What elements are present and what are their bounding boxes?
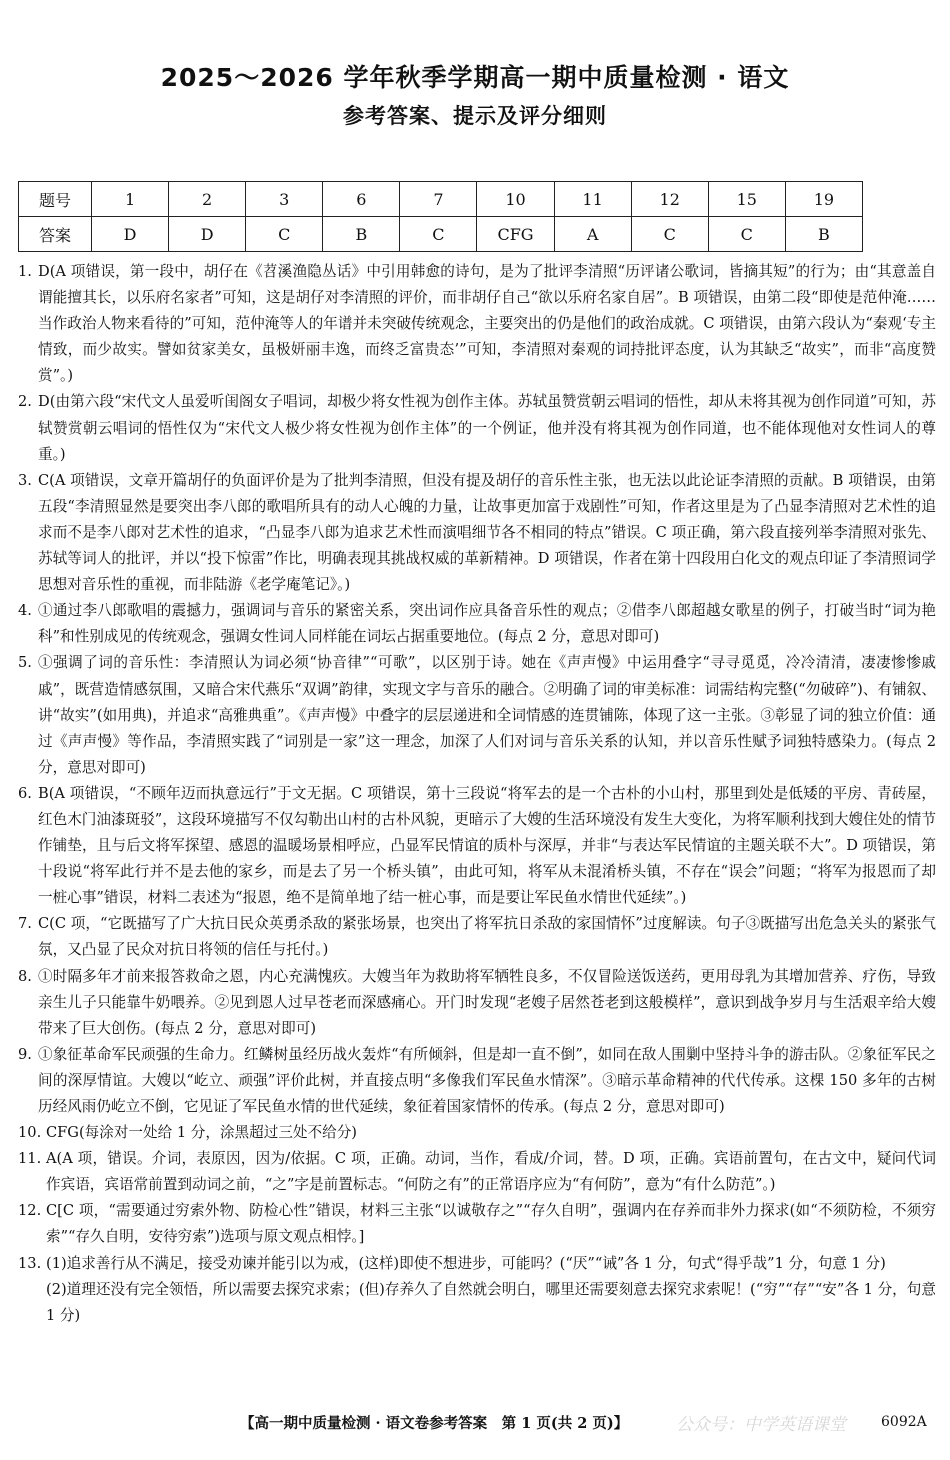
item-text: ①象征革命军民顽强的生命力。红鳞树虽经历战火轰炸“有所倾斜，但是却一直不倒”，如同在敌人围剿中坚持斗争的游击队。②象征军民之间的深厚情谊。大嫂以“屹立、顽强”评价此树，并直接点明“多像我们军民鱼水情深”。③暗示革命精神的代代传承。这棵 150 多年的古树历经风雨仍屹立不倒，它见证了军民鱼水情的世代延续，象征着国家情怀的传承。(每点 2 分，意思对即可) (38, 1045, 936, 1115)
answer-explanations (18, 259, 936, 1329)
question-number: 11 (554, 182, 631, 217)
answer-item-3 (18, 468, 936, 598)
answer-item-5 (18, 650, 936, 780)
footer-code: 6092A (881, 1414, 927, 1430)
question-number: 19 (785, 182, 862, 217)
footer-text: 【高一期中质量检测 · 语文卷参考答案 第 1 页(共 2 页)】 (240, 1415, 629, 1432)
item-number: 4. (18, 602, 32, 620)
item-number: 5. (18, 654, 32, 672)
item-number: 3. (18, 471, 32, 489)
answer-cell: CFG (477, 217, 554, 252)
question-number: 3 (246, 182, 323, 217)
answer-cell: C (631, 217, 708, 252)
answer-item-2 (18, 389, 936, 467)
item-text: B(A 项错误，“不顾年迈而执意远行”于文无据。C 项错误，第十三段说“将军去的是一个古朴的小山村，那里到处是低矮的平房、青砖屋，红色木门油漆斑驳”，这段环境描写不仅勾勒出山村的古朴风貌，更暗示了大嫂的生活环境没有发生大变化，为将军顺利找到大嫂住处的情节作铺垫，且与后文将军探望、感恩的温暖场景相呼应，凸显军民情谊的质朴与深厚，并非“与表达军民情谊的主题关联不大”。D 项错误，第十段说“将军此行并不是去他的家乡，而是去了另一个桥头镇”，由此可知，将军从未混淆桥头镇，不存在“误会”问题；“将军为报恩而了却一桩心事”错误，材料二表述为“报恩，绝不是简单地了结一桩心事，而是要让军民鱼水情世代延续”。) (38, 784, 936, 907)
item-text: C(C 项，“它既描写了广大抗日民众英勇杀敌的紧张场景，也突出了将军抗日杀敌的家国情怀”过度解读。句子③既描写出危急关头的紧张气氛，又凸显了民众对抗日将领的信任与托付。) (38, 915, 936, 959)
answer-cell: D (92, 217, 169, 252)
watermark: 公众号：中学英语课堂 (676, 1415, 846, 1435)
answer-row (19, 217, 863, 252)
answer-cell: C (708, 217, 785, 252)
item-number: 2. (18, 393, 32, 411)
item-text: C(A 项错误，文章开篇胡仔的负面评价是为了批判李清照，但没有提及胡仔的音乐性主张，也无法以此论证李清照的贡献。B 项错误，由第五段“李清照显然是要突出李八郎的歌唱所具有的动人心魄的力量，让故事更加富于戏剧性”可知，作者这里是为了凸显李清照对艺术性的追求而不是李八郎对艺术性的追求，“凸显李八郎为追求艺术性而演唱细节各不相同的特点”错误。C 项正确，第六段直接列举李清照对张先、苏轼等词人的批评，并以“投下惊雷”作比，明确表现其挑战权威的革新精神。D 项错误，作者在第十四段用白化文的观点印证了李清照词学思想对音乐性的重视，而非陆游《老学庵笔记》。) (38, 471, 936, 594)
answer-cell: C (400, 217, 477, 252)
answer-cell: B (323, 217, 400, 252)
question-number: 15 (708, 182, 785, 217)
item-number: 11. (18, 1150, 42, 1168)
question-number: 7 (400, 182, 477, 217)
item-number: 10. (18, 1124, 42, 1142)
answer-item-4 (18, 598, 936, 650)
answer-cell: C (246, 217, 323, 252)
page-title: 2025～2026 学年秋季学期高一期中质量检测 · 语文 (160, 63, 790, 92)
question-number: 1 (92, 182, 169, 217)
answer-item-8 (18, 964, 936, 1042)
item-text: ①强调了词的音乐性：李清照认为词必须“协音律”“可歌”，以区别于诗。她在《声声慢》中运用叠字“寻寻觅觅，冷冷清清，凄凄惨惨戚戚”，既营造情感氛围，又暗合宋代燕乐“双调”韵律，实现文字与音乐的融合。②明确了词的审美标准：词需结构完整(“勿破碎”)、有铺叙、讲“故实”(如用典)，并追求“高雅典重”。《声声慢》中叠字的层层递进和全词情感的连贯铺陈，体现了这一主张。③彰显了词的独立价值：通过《声声慢》等作品，李清照实践了“词别是一家”这一理念，加深了人们对词与音乐关系的认知，并以音乐性赋予词独特感染力。(每点 2 分，意思对即可) (38, 654, 936, 776)
answer-cell: B (785, 217, 862, 252)
item-text: ①通过李八郎歌唱的震撼力，强调词与音乐的紧密关系，突出词作应具备音乐性的观点；②借李八郎超越女歌星的例子，打破当时“词为艳科”和性别成见的传统观念，强调女性词人同样能在词坛占据重要地位。(每点 2 分，意思对即可) (38, 602, 936, 646)
item-number: 6. (18, 784, 32, 802)
answer-item-13 (18, 1251, 936, 1329)
answer-item-11 (18, 1146, 936, 1198)
item-number: 13. (18, 1254, 42, 1272)
answer-item-1 (18, 259, 936, 389)
item-text: A(A 项，错误。介词，表原因，因为/依据。C 项，正确。动词，当作，看成/介词，替。D 项，正确。宾语前置句，在古文中，疑问代词作宾语，宾语常前置到动词之前，“之”字是前置标志。“何防之有”的正常语序应为“有何防”，意为“有什么防范”。) (46, 1150, 936, 1194)
answer-item-6 (18, 781, 936, 911)
item-number: 7. (18, 915, 32, 933)
question-number: 6 (323, 182, 400, 217)
item-subanswer-1: (1)追求善行从不满足，接受劝谏并能引以为戒，(这样)即使不想进步，可能吗？(“厌”“诫”各 1 分，句式“得乎哉”1 分，句意 1 分) (46, 1254, 886, 1272)
row-label-answer: 答案 (19, 217, 92, 252)
answer-cell: A (554, 217, 631, 252)
item-text: D(A 项错误，第一段中，胡仔在《苕溪渔隐丛话》中引用韩愈的诗句，是为了批评李清照“历评诸公歌词，皆摘其短”的行为；由“其意盖自谓能擅其长，以乐府名家者”可知，这是胡仔对李清照的评价，而非胡仔自己“欲以乐府名家自居”。B 项错误，由第二段“即使是范仲淹……当作政治人物来看待的”可知，范仲淹等人的年谱并未突破传统观念，主要突出的仍是他们的政治成就。C 项错误，由第六段认为“秦观‘专主情致，而少故实。譬如贫家美女，虽极妍丽丰逸，而终乏富贵态’”可知，李清照对秦观的词持批评态度，认为其缺乏“故实”，而非“高度赞赏”。) (38, 263, 936, 385)
item-number: 1. (18, 263, 32, 280)
answer-table (18, 181, 863, 252)
question-number: 12 (631, 182, 708, 217)
item-text: CFG(每涂对一处给 1 分，涂黑超过三处不给分) (46, 1124, 357, 1142)
answer-cell: D (169, 217, 246, 252)
item-text: C[C 项，“需要通过穷索外物、防检心性”错误，材料三主张“以诚敬存之”“存久自明”，强调内在存养而非外力探求(如“不须防检，不须穷索”“存久自明，安待穷索”)选项与原文观点相悖。] (46, 1202, 936, 1246)
item-number: 12. (18, 1202, 42, 1220)
item-number: 9. (18, 1045, 32, 1063)
question-number: 10 (477, 182, 554, 217)
question-number: 2 (169, 182, 246, 217)
answer-item-10 (18, 1120, 936, 1146)
answer-item-12 (18, 1198, 936, 1250)
page-subtitle: 参考答案、提示及评分细则 (343, 104, 607, 128)
item-text: ①时隔多年才前来报答救命之恩，内心充满愧疚。大嫂当年为救助将军牺牲良多，不仅冒险送饭送药，更用母乳为其增加营养、疗伤，导致亲生儿子只能靠牛奶喂养。②见到恩人过早苍老而深感痛心。开门时发现“老嫂子居然苍老到这般模样”，意识到战争岁月与生活艰辛给大嫂带来了巨大创伤。(每点 2 分，意思对即可) (38, 967, 936, 1037)
item-text: D(由第六段“宋代文人虽爱听闺阁女子唱词，却极少将女性视为创作主体。苏轼虽赞赏朝云唱词的悟性，却从未将其视为创作同道”可知，苏轼赞赏朝云唱词的悟性仅为“宋代文人极少将女性视为创作主体”的一个例证，他并没有将其视为创作同道，也不能体现他对女性词人的尊重。) (38, 393, 936, 463)
row-label-question: 题号 (19, 182, 92, 217)
question-number-row (19, 182, 863, 217)
item-number: 8. (18, 967, 32, 985)
page-footer (0, 1412, 950, 1442)
answer-item-9 (18, 1042, 936, 1120)
answer-item-7 (18, 911, 936, 963)
item-subanswer-2: (2)道理还没有完全领悟，所以需要去探究求索；(但)存养久了自然就会明白，哪里还需要刻意去探究求索呢！(“穷”“存”“安”各 1 分，句意 1 分) (46, 1280, 936, 1324)
